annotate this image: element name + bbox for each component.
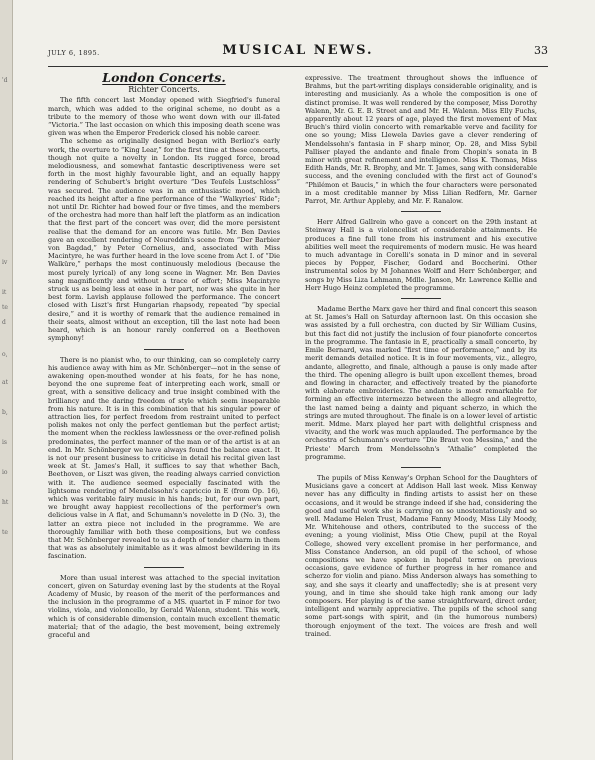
section-divider — [144, 567, 184, 568]
paragraph: The scheme as originally designed began with Berlioz's early work, the overture to “King Lear,” for the first time at these concerts, though not quite a novelty in London. Its rugged force, broad melodiousness, and somewhat fantastic descriptiveness were set forth in the most highly favourable light, and an equally happy rendering of Schubert's bright overture “Des Teufels Lustschloss” was secured. The audience was in an enthusiastic mood, which reached its height after a fine performance of the “Walkyries' Ride”; not until Dr. Richter had bowed four or five times, and the members of the orchestra had more than half left the platform as an indication that the first part of the concert was over, did the more persistent realise that the demand for an encore was futile. Mr. Ben Davies gave an excellent rendering of Noureddin's scene from “Der Barbier von Bagdad,” by Peter Cornelius, and, associated with Miss Macintyre, he was further heard in the love scene from Act I. of “Die Walküre,” perhaps the most continuously melodious (because the most purely lyrical) of any long scene in Wagner. Mr. Ben Davies sang magnificently and without a trace of effort; Miss Macintyre struck us as being less at ease in her part, nor was she quite in her best form. Lavish applause followed the performance. The concert closed with Liszt's first Hungarian rhapsody, repeated “by special desire,” and it is worthy of remark that the audience remained in their seats, almost without an exception, till the last note had been heard, which is an honour rarely conferred on a Beethoven symphony! — [48, 137, 280, 343]
paragraph: Herr Alfred Gallrein who gave a concert on the 29th instant at Steinway Hall is a violoncellist of considerable attainments. He produces a fine full tone from his instrument and his executive abilities well meet the requirements of modern music. He was heard to much advantage in Corelli's sonata in D minor and in several pieces by Popper, Fischer, Godard and Boccherini. Other instrumental solos by M Johannes Wolff and Herr Schönberger, and songs by Miss Liza Lehmann, Mdlle. Janson, Mr. Lawrence Kellie and Herr Hugo Heinz completed the programme. — [305, 218, 537, 292]
paragraph: Madame Berthe Marx gave her third and final concert this season at St. James's Hall on Saturday afternoon last. On this occasion she was assisted by a full orchestra, con ducted by Sir William Cusins, but this fact did not justify the inclusion of four pianoforte concertos in the programme. The fantasie in E, practically a small concerto, by Emile Bernard, was marked “first time of performance,” and by its merit demands detailed notice. It is in four movements, viz., allegro, andante, allegretto, and finale, although a pause is only made after the third. The opening allegro is built upon excellent themes, broad and flowing in character, and effectively treated by the pianoforte with elaborate embroideries. The andante is most remarkable for forming an effective intermezzo between the allegro and allegretto, the last named being a dainty and piquant scherzo, in which the strings are muted throughout. The finale is on a lower level of artistic merit. Mdme. Marx played her part with delightful crispness and vivacity, and the work was much applauded. The performance by the orchestra of Schumann's overture “Die Braut von Messina,” and the Prieste' March from Mendelssohn's “Athalie” completed the programme. — [305, 305, 537, 461]
section-divider — [144, 349, 184, 350]
paragraph: More than usual interest was attached to the special invitation concert, given on Saturday evening last by the students at the Royal Academy of Music, by reason of the merit of the performances and the inclusion in the programme of a MS. quartet in F minor for two violins, viola, and violoncello, by Gerald Walenn, student. This work, which is of considerable dimension, contain much excellent thematic material; that of the adagio, the best movement, being extremely graceful and — [48, 573, 280, 639]
gutter-mark: o, — [2, 351, 8, 358]
gutter-mark: d — [2, 319, 6, 326]
section-divider — [401, 467, 441, 468]
section-divider — [401, 298, 441, 299]
issue-date: JULY 6, 1895. — [48, 49, 100, 57]
journal-title: MUSICAL NEWS. — [222, 43, 374, 58]
gutter-mark: it — [2, 289, 7, 296]
page-number: 33 — [534, 44, 548, 57]
section-divider — [401, 211, 441, 212]
gutter-mark: io — [2, 469, 8, 476]
binding-gutter — [0, 0, 13, 760]
paragraph: The fifth concert last Monday opened with Siegfried's funeral march, which was added to the original scheme, no doubt as a tribute to the memory of those who went down with our ill-fated “Victoria.” The last occasion on which this imposing death scene was given was when the Emperor Frederick closed his noble career. — [48, 96, 280, 138]
paragraph: There is no pianist who, to our thinking, can so completely carry his audience away with him as Mr. Schönberger—not in the sense of awakening open-mouthed wonder at his feats, for he has none, beyond the one supreme feat of interpreting each work, small or great, with a sensitive delicacy and true insight combined with the brilliancy and the daring freedom of style which seem inseparable from his nature. It is in this combination that his singular power of attraction lies, for perfect freedom from restraint united to perfect polish makes not only the perfect gentleman but the perfect artist; the moment when the reckless lawlessness or the over-refined polish predominates, the perfect manner of the man or of the artist is at an end. In Mr. Schönberger we have always found the balance exact. It is not our present business to criticise in detail his recital given last week at St. James's Hall, it suffices to say that whether Bach, Beethoven, or Liszt was given, the reading always carried conviction with it. The audience seemed especially fascinated with the lightsome rendering of Mendelssohn's capriccio in E (from Op. 16), which was veritable fairy music in his hands; but, for our own part, we brought away happiest recollections of the performer's own delicious valse in A flat, and Schumann's novelette in D (No. 3), the latter an extra piece not included in the programme. We are thoroughly familiar with both these compositions, but we confess that Mr. Schönberger revealed to us a depth of tender charm in them that was as absolutely inimitable as it was almost bewildering in its fascination. — [48, 355, 280, 561]
paragraph: expressive. The treatment throughout shows the influence of Brahms, but the part-writing displays considerable originality, and is interesting and musicianly. As a whole the composition is one of distinct promise. It was well rendered by the composer, Miss Dorothy Walenn, Mr. G. E. B. Street and and Mr. H. Walenn. Miss Elly Fuchs, apparently about 12 years of age, played the first movement of Max Bruch's third violin concerto with remarkable verve and facility for one so young; Miss Llewela Davies gave a clever rendering of Mendelssohn's fantasia in F sharp minor, Op. 28, and Miss Sybil Palliser played the andante and finale from Chopin's sonata in B minor with great refinement and intelligence. Miss K. Thomas, Miss Edith Hands, Mr. R. Brophy, and Mr. T. James, sang with considerable success, and the evening concluded with the first act of Gounod's “Philémon et Baucis,” in which the four characters were personated in a most creditable manner by Miss Lilian Redfern, Mr. Garner Parrot, Mr. Arthur Appleby, and Mr. F. Ranalow. — [305, 74, 537, 206]
gutter-mark: te — [2, 529, 8, 536]
right-column — [305, 74, 537, 638]
section-title: London Concerts. — [102, 70, 226, 85]
gutter-mark: iv — [2, 259, 8, 266]
gutter-mark: is — [2, 439, 7, 446]
section-subhead: Richter Concerts. — [128, 85, 200, 95]
gutter-mark: 'd — [2, 77, 8, 84]
gutter-mark: at — [2, 379, 8, 386]
left-column — [48, 70, 280, 639]
gutter-mark: te — [2, 304, 8, 311]
page-header — [48, 43, 548, 61]
header-rule — [48, 66, 548, 67]
gutter-mark: ht — [2, 499, 9, 506]
gutter-mark: b, — [2, 409, 8, 416]
paragraph: The pupils of Miss Kenway's Orphan School for the Daughters of Musicians gave a concert at Addison Hall last week. Miss Kenway never has any difficulty in finding artists to assist her on these occasions, and it would be strange indeed if she had, considering the good and useful work she is carrying on so unostentatiously and so well. Madame Helen Trust, Madame Fanny Moody, Miss Lily Moody, Mr. Whitehouse and others, contributed to the success of the evening; a young violinist, Miss Otie Chew, pupil at the Royal College, showed very excellent promise in her performance, and Miss Constance Anderson, an old pupil of the school, of whose compositions we have spoken in hopeful terms on previous occasions, gave evidence of further progress in her romance and scherzo for violin and piano. Miss Anderson always has something to say, and she says it clearly and unaffectedly; she is at present very young, and in time she should take high rank among our lady composers. Her playing is of the same straightforward, direct order, intelligent and warmly appreciative. The pupils of the school sang some part-songs with spirit, and (in the humorous numbers) thorough enjoyment of the text. The voices are fresh and well trained. — [305, 473, 537, 638]
